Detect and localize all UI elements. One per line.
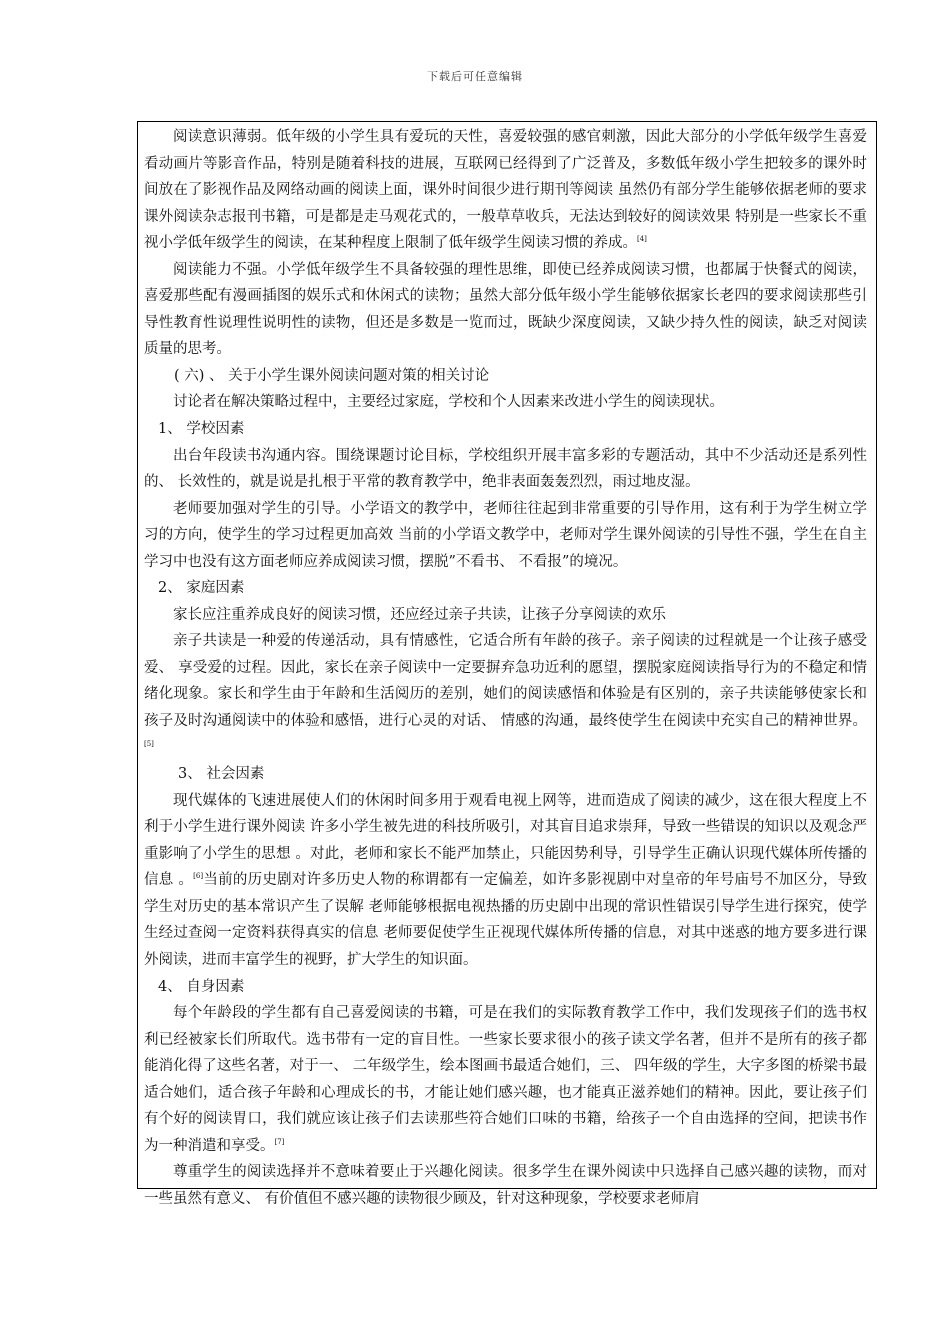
subheading-school: 1、 学校因素 [158,421,245,438]
citation-4: [4] [637,235,647,244]
citation-6: [6] [193,872,204,881]
paragraph-school-activities: 出台年段读书沟通内容。围绕课题讨论目标，学校组织开展丰富多彩的专题活动，其中不少活动还是系列性的、 长效性的，就是说是扎根于平常的教育教学中，绝非表面轰轰烈烈，雨过地皮湿。 [144,447,867,491]
citation-5: [5] [144,739,154,748]
subheading-self: 4、 自身因素 [158,978,245,995]
subheading-family: 2、 家庭因素 [158,580,245,597]
paragraph-teacher-guidance: 老师要加强对学生的引导。小学语文的教学中，老师往往起到非常重要的引导作用，这有利于为学生树立学习的方向，使学生的学习过程更加高效 当前的小学语文教学中，老师对学生课外阅读的引导性不强，学生在自主学习中也没有这方面老师应养成阅读习惯，摆脱”不看书、 不看报”的境况。 [144,500,867,570]
paragraph-parent-child-reading [144,628,867,761]
paragraph-modern-media [144,788,867,974]
paragraph-text: 现代媒体的飞速进展使人们的休闲时间多用于观看电视上网等，进而造成了阅读的减少，这在很大程度上不利于小学生进行课外阅读 许多小学生被先进的科技所吸引，对其盲目追求崇拜，导致一些错误的知识以及观念严重影响了小学生的思想 。对此，老师和家长不能严加禁止，只能因势利导，引导学生正确认识现代媒体所传播的信息 。 [144,792,867,889]
paragraph-reading-awareness [144,124,867,257]
paragraph-text: 亲子共读是一种爱的传递活动，具有情感性，它适合所有年龄的孩子。亲子阅读的过程就是一个让孩子感受爱、 享受爱的过程。因此，家长在亲子阅读中一定要摒弃急功近利的愿望，摆脱家庭阅读指导行为的不稳定和情绪化现象。家长和学生由于年龄和生活阅历的差别，她们的阅读感悟和体验是有区别的，亲子共读能够使家长和孩子及时沟通阅读中的体验和感悟，进行心灵的对话、 情感的沟通，最终使学生在阅读中充实自己的精神世界。 [144,633,867,730]
paragraph-parent-habits: 家长应注重养成良好的阅读习惯，还应经过亲子共读，让孩子分享阅读的欢乐 [173,606,666,623]
paragraph-text: 每个年龄段的学生都有自己喜爱阅读的书籍，可是在我们的实际教育教学工作中，我们发现孩子们的选书权利已经被家长们所取代。选书带有一定的盲目性。一些家长要求很小的孩子读文学名著，但并不是所有的孩子都能消化得了这些名著，对于一、 二年级学生，绘本图画书最适合她们，三、 四年级的学生，大字多图的桥梁书最适合她们，适合孩子年龄和心理成长的书，才能让她们感兴趣，也才能真正滋养她们的精神。因此，要让孩子们有个好的阅读胃口，我们就应该让孩子们去读那些符合她们口味的书籍，给孩子一个自由选择的空间，把读书作为一种消遣和享受。 [144,1005,867,1154]
paragraph-text: 阅读意识薄弱。低年级的小学生具有爱玩的天性，喜爱较强的感官刺激，因此大部分的小学低年级学生喜爱看动画片等影音作品，特别是随着科技的进展，互联网已经得到了广泛普及，多数低年级小学生把较多的课外时间放在了影视作品及网络动画的阅读上面，课外时间很少进行期刊等阅读 虽然仍有部分学生能够依据老师的要求课外阅读杂志报刊书籍，可是都是走马观花式的，一般草草收兵，无法达到较好的阅读效果 特别是一些家长不重视小学低年级学生的阅读，在某种程度上限制了低年级学生阅读习惯的养成。 [144,129,867,252]
document-frame [137,121,877,1207]
document-body [138,122,876,1212]
citation-7: [7] [274,1137,285,1146]
section-heading-6: ( 六) 、 关于小学生课外阅读问题对策的相关讨论 [174,367,490,384]
paragraph-respect-choice: 尊重学生的阅读选择并不意味着要止于兴趣化阅读。很多学生在课外阅读中只选择自己感兴趣的读物，而对一些虽然有意义、 有价值但不感兴趣的读物很少顾及，针对这种现象，学校要求老师肩 [144,1164,867,1207]
subheading-society: 3、 社会因素 [178,766,265,783]
paragraph-book-choice [144,1000,867,1159]
page-header: 下载后可任意编辑 [427,70,523,83]
paragraph-discussion-intro: 讨论者在解决策略过程中，主要经过家庭，学校和个人因素来改进小学生的阅读现状。 [173,394,724,411]
paragraph-text-continued: 当前的历史剧对许多历史人物的称谓都有一定偏差，如许多影视剧中对皇帝的年号庙号不加区分，导致学生对历史的基本常识产生了误解 老师能够根据电视热播的历史剧中出现的常识性错误引导学生进行探究，使学生经过查阅一定资料获得真实的信息 老师要促使学生正视现代媒体所传播的信息，对其中迷惑的地方要多进行课外阅读，进而丰富学生的视野，扩大学生的知识面。 [144,872,868,968]
paragraph-reading-ability: 阅读能力不强。小学低年级学生不具备较强的理性思维，即使已经养成阅读习惯，也都属于快餐式的阅读，喜爱那些配有漫画插图的娱乐式和休闲式的读物；虽然大部分低年级小学生能够依据家长老四的要求阅读那些引导性教育性说理性说明性的读物，但还是多数是一览而过，既缺少深度阅读，又缺少持久性的阅读，缺乏对阅读质量的思考。 [144,261,867,358]
